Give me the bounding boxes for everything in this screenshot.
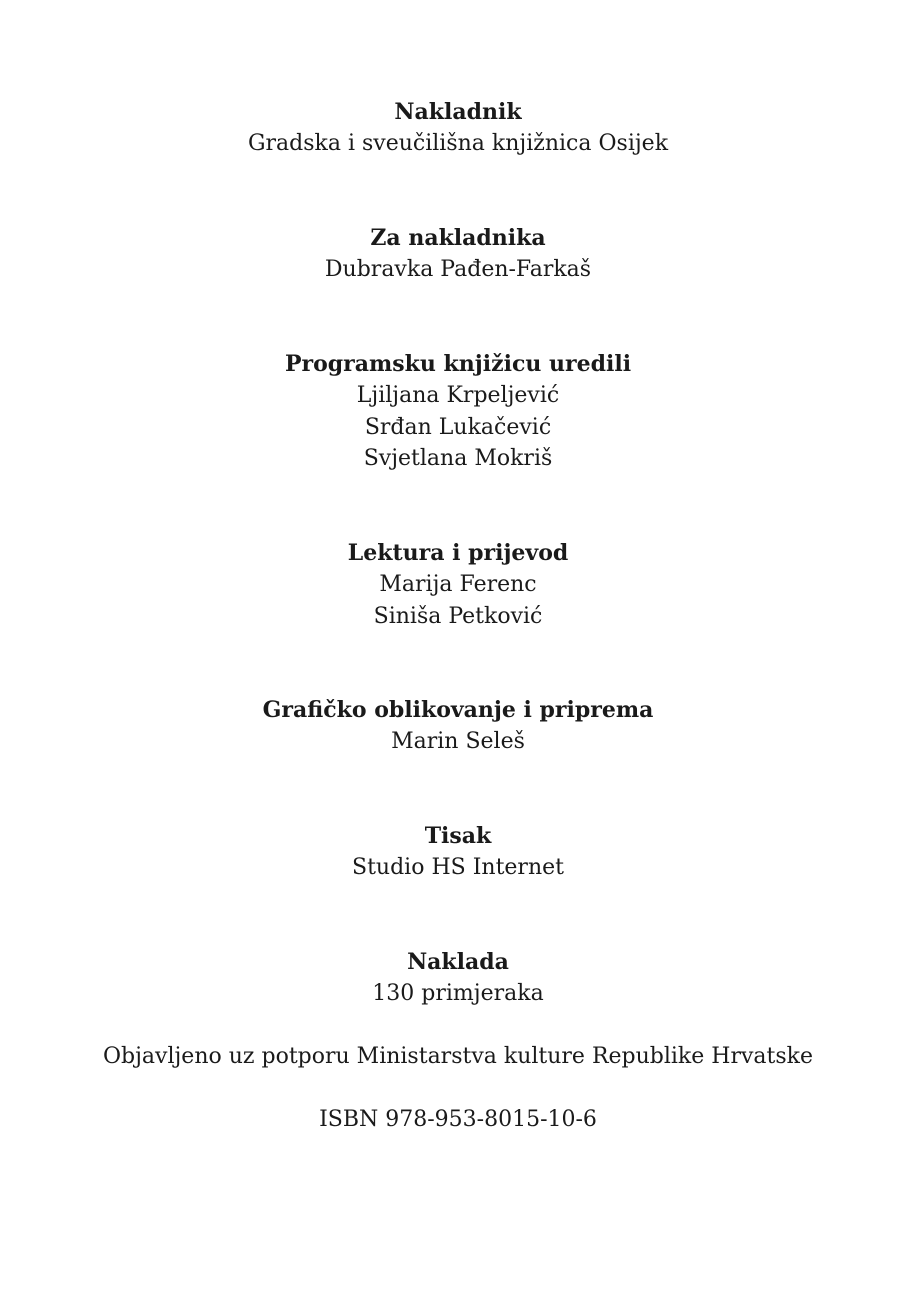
section-heading: Nakladnik: [394, 99, 522, 125]
section-design: [0, 695, 916, 758]
section-heading: Tisak: [424, 823, 492, 849]
section-heading: Naklada: [407, 949, 509, 975]
section-heading: Programsku knjižicu uredili: [284, 351, 632, 377]
section-line: Dubravka Pađen-Farkaš: [324, 257, 592, 282]
section-line: Siniša Petković: [373, 603, 543, 629]
section-line: Marin Seleš: [391, 729, 525, 754]
section-line: Gradska i sveučilišna knjižnica Osijek: [247, 131, 669, 156]
isbn-text: ISBN 978-953-8015-10-6: [319, 1107, 597, 1132]
section-heading: Grafičko oblikovanje i priprema: [262, 697, 654, 723]
section-line: Marija Ferenc: [379, 572, 537, 597]
section-line: Studio HS Internet: [352, 855, 564, 880]
section-for-publisher: [0, 223, 916, 286]
support-note-text: Objavljeno uz potporu Ministarstva kulture Republike Hrvatske: [102, 1044, 814, 1069]
section-proofreading: [0, 538, 916, 632]
section-heading: Lektura i prijevod: [347, 540, 569, 566]
section-print-run: [0, 947, 916, 1010]
section-heading: Za nakladnika: [370, 225, 546, 251]
section-line: 130 primjeraka: [372, 981, 544, 1006]
section-line: Srđan Lukačević: [364, 414, 552, 440]
support-note: [0, 1041, 916, 1073]
section-line: Ljiljana Krpeljević: [356, 383, 560, 408]
section-line: Svjetlana Mokriš: [363, 446, 553, 471]
section-print: [0, 821, 916, 884]
section-publisher: [0, 97, 916, 160]
isbn: [0, 1104, 916, 1136]
section-editors: [0, 349, 916, 475]
